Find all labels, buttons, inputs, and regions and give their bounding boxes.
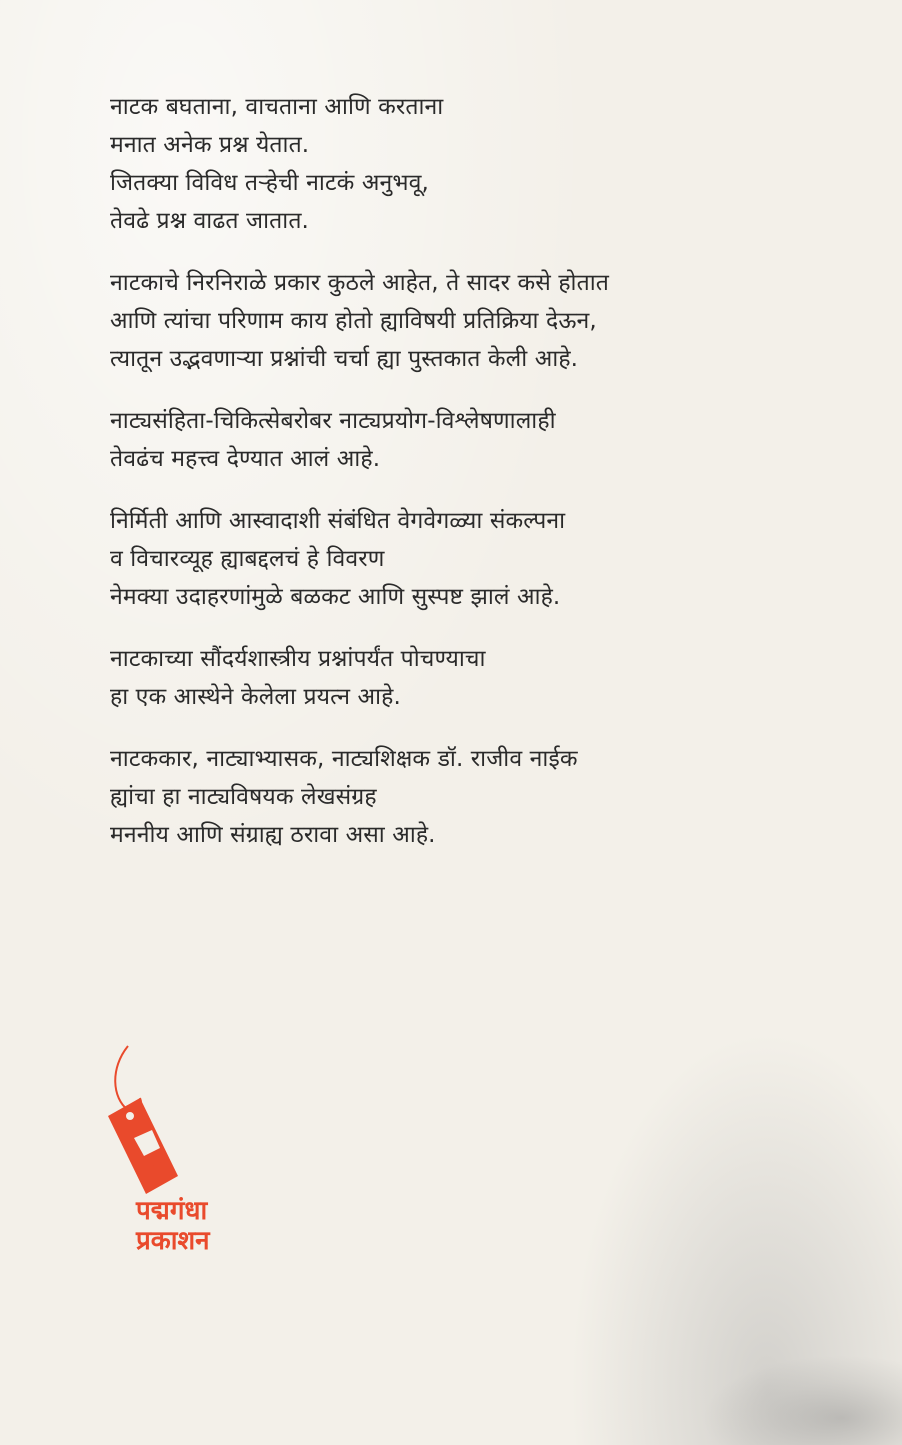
- blurb-paragraph-2: [110, 264, 750, 378]
- blurb-paragraph-5: [110, 640, 750, 716]
- blurb-paragraph-3: [110, 402, 750, 478]
- blurb-line: त्यातून उद्भवणाऱ्या प्रश्नांची चर्चा ह्या पुस्तकात केली आहे.: [110, 346, 579, 372]
- blurb-text: [110, 88, 750, 878]
- blurb-line: नाटककार, नाट्याभ्यासक, नाट्यशिक्षक डॉ. राजीव नाईक: [110, 746, 578, 772]
- blurb-line: निर्मिती आणि आस्वादाशी संबंधित वेगवेगळ्या संकल्पना: [110, 508, 566, 534]
- blurb-line: ह्यांचा हा नाट्यविषयक लेखसंग्रह: [110, 784, 377, 810]
- publisher-logo: [100, 1038, 250, 1258]
- blurb-paragraph-4: [110, 502, 750, 616]
- blurb-line: आणि त्यांचा परिणाम काय होतो ह्याविषयी प्रतिक्रिया देऊन,: [110, 308, 597, 334]
- publisher-name-line1: पद्मगंधा: [136, 1196, 208, 1226]
- publisher-name-line2: प्रकाशन: [136, 1226, 210, 1256]
- blurb-line: मननीय आणि संग्राह्य ठरावा असा आहे.: [110, 822, 436, 848]
- blurb-paragraph-1: [110, 88, 750, 240]
- paper-smudge: [702, 1355, 902, 1445]
- blurb-line: नाट्यसंहिता-चिकित्सेबरोबर नाट्यप्रयोग-विश्लेषणालाही: [110, 408, 556, 434]
- blurb-line: मनात अनेक प्रश्न येतात.: [110, 132, 310, 158]
- blurb-line: नाटकाचे निरनिराळे प्रकार कुठले आहेत, ते सादर कसे होतात: [110, 270, 609, 296]
- blurb-line: नाटक बघताना, वाचताना आणि करताना: [110, 94, 444, 120]
- blurb-line: व विचारव्यूह ह्याबद्दलचं हे विवरण: [110, 546, 385, 572]
- blurb-line: नाटकाच्या सौंदर्यशास्त्रीय प्रश्नांपर्यंत पोचण्याचा: [110, 646, 486, 672]
- blurb-line: नेमक्या उदाहरणांमुळे बळकट आणि सुस्पष्ट झालं आहे.: [110, 584, 561, 610]
- blurb-line: तेवढंच महत्त्व देण्यात आलं आहे.: [110, 446, 381, 472]
- tag-icon: [100, 1038, 250, 1198]
- blurb-line: तेवढे प्रश्न वाढत जातात.: [110, 208, 309, 234]
- blurb-line: हा एक आस्थेने केलेला प्रयत्न आहे.: [110, 684, 401, 710]
- blurb-paragraph-6: [110, 740, 750, 854]
- blurb-line: जितक्या विविध तऱ्हेची नाटकं अनुभवू,: [110, 170, 429, 196]
